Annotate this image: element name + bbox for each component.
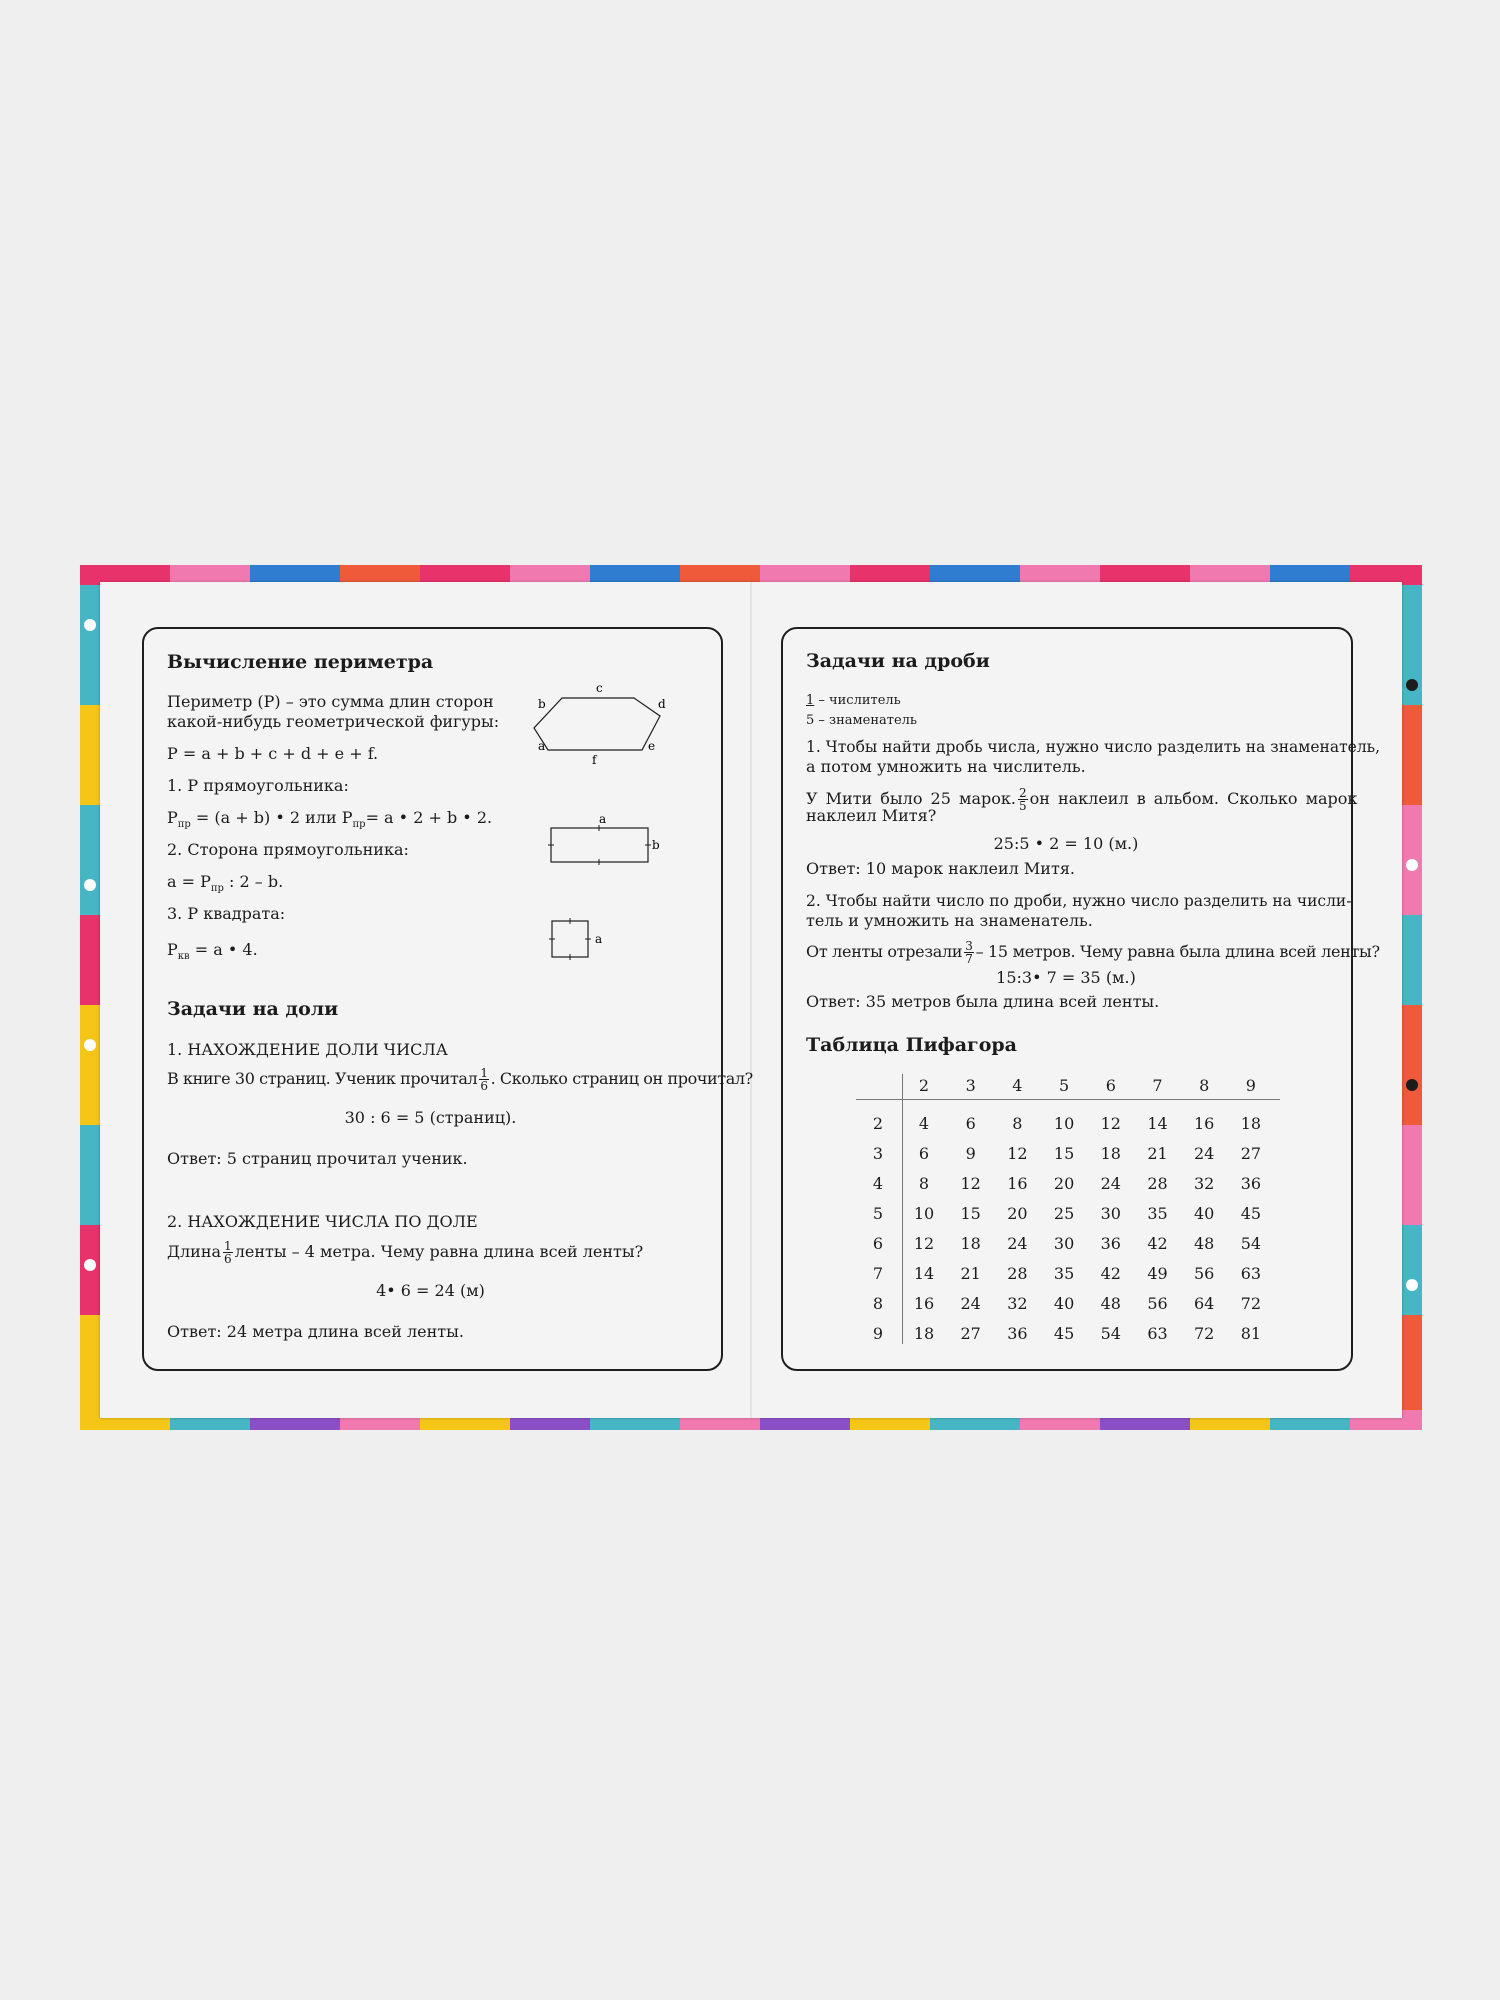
table-cell: 14 [1147, 1114, 1168, 1133]
shares-task1-answer: Ответ: 5 страниц прочитал ученик. [167, 1149, 468, 1168]
table-cell: 49 [1147, 1264, 1168, 1283]
table-cell: 10 [1053, 1114, 1075, 1133]
table-cell: 9 [965, 1144, 976, 1163]
hex-label-f: f [592, 753, 597, 767]
rect-label-a: a [599, 812, 607, 826]
hexagon-figure [530, 678, 670, 768]
fractions-task1-answer: Ответ: 10 марок наклеил Митя. [806, 859, 1075, 878]
hex-label-e: e [648, 739, 656, 753]
table-cell: 36 [1100, 1234, 1121, 1253]
table-cell: 56 [1147, 1294, 1168, 1313]
table-cell: 30 [1053, 1234, 1075, 1253]
table-cell: 18 [960, 1234, 981, 1253]
table-cell: 10 [913, 1204, 935, 1223]
table-row-label: 2 [872, 1114, 884, 1133]
table-cell: 24 [1194, 1144, 1215, 1163]
table-row-label: 9 [872, 1324, 884, 1343]
fraction-three-sevenths: $\frac{3}{7}$ [965, 939, 973, 966]
cat-eye-decoration [1406, 679, 1418, 691]
table-cell: 12 [1007, 1144, 1028, 1163]
table-cell: 35 [1053, 1264, 1075, 1283]
fractions-task1-line2: наклеил Митя? [806, 806, 937, 825]
fraction-two-fifths: $\frac{2}{5}$ [1018, 786, 1027, 813]
fractions-title: Задачи на дроби [806, 650, 990, 672]
cat-eye-decoration [1406, 1079, 1418, 1091]
shares-task2-text: Длина $\frac{1}{6}$ ленты – 4 метра. Чему равна длина всей ленты? [167, 1239, 644, 1266]
table-header-cell: 7 [1152, 1076, 1163, 1095]
cat-eye-decoration [84, 1039, 96, 1051]
perimeter-definition-line2: какой-нибудь геометрической фигуры: [167, 712, 500, 731]
hex-label-c: c [596, 681, 603, 695]
table-cell: 30 [1100, 1204, 1121, 1223]
table-cell: 45 [1240, 1204, 1262, 1223]
table-cell: 18 [1100, 1144, 1121, 1163]
table-cell: 6 [918, 1144, 930, 1163]
rectangle-side-heading: 2. Сторона прямоугольника: [167, 840, 409, 859]
square-perimeter-formula: $P_{кв} = a$ • 4. [167, 940, 258, 963]
rectangle-figure [545, 812, 665, 868]
pythagoras-table [850, 1070, 1280, 1350]
table-row-label: 5 [872, 1204, 884, 1223]
shares-task1-text: В книге 30 страниц. Ученик прочитал $\frac{1}{6}$ . Сколько страниц он прочитал? [167, 1066, 753, 1093]
table-cell: 24 [1007, 1234, 1028, 1253]
cat-eye-decoration [84, 619, 96, 631]
table-cell: 48 [1100, 1294, 1121, 1313]
hex-label-b: b [538, 697, 546, 711]
table-row-label: 6 [872, 1234, 884, 1253]
table-cell: 36 [1240, 1174, 1262, 1193]
perimeter-title: Вычисление периметра [167, 651, 434, 673]
table-cell: 72 [1194, 1324, 1215, 1343]
table-header-cell: 6 [1105, 1076, 1116, 1095]
table-header-cell: 3 [965, 1076, 976, 1095]
table-cell: 12 [960, 1174, 981, 1193]
denominator-definition: 5 – знаменатель [806, 713, 917, 728]
rectangle-perimeter-formula: $P_{пр} = (a + b)$ • 2 или $P_{пр}= a$ • 2 + b • 2. [167, 808, 493, 831]
table-cell: 45 [1053, 1324, 1075, 1343]
table-cell: 35 [1147, 1204, 1168, 1223]
shares-task2-answer: Ответ: 24 метра длина всей ленты. [167, 1322, 464, 1341]
table-cell: 4 [918, 1114, 930, 1133]
table-cell: 16 [913, 1294, 935, 1313]
table-cell: 48 [1194, 1234, 1215, 1253]
square-perimeter-heading: 3. P квадрата: [167, 904, 286, 923]
table-cell: 15 [960, 1204, 981, 1223]
numerator-definition: 1 – числитель [806, 693, 901, 708]
table-header-cell: 5 [1059, 1076, 1070, 1095]
table-cell: 18 [1240, 1114, 1262, 1133]
square-figure [548, 917, 608, 963]
table-cell: 54 [1240, 1234, 1262, 1253]
fractions-task2-answer: Ответ: 35 метров была длина всей ленты. [806, 992, 1160, 1011]
table-cell: 56 [1194, 1264, 1215, 1283]
table-cell: 72 [1240, 1294, 1262, 1313]
table-cell: 15 [1053, 1144, 1075, 1163]
table-cell: 32 [1007, 1294, 1028, 1313]
table-cell: 8 [918, 1174, 930, 1193]
table-cell: 40 [1053, 1294, 1075, 1313]
table-cell: 25 [1053, 1204, 1075, 1223]
table-header-cell: 2 [918, 1076, 930, 1095]
fractions-task1-calc: 25:5 • 2 = 10 (м.) [993, 834, 1139, 853]
cat-eye-decoration [84, 1259, 96, 1271]
perimeter-formula: P = a + b + c + d + e + f. [167, 744, 379, 763]
table-cell: 32 [1194, 1174, 1215, 1193]
pythagoras-title: Таблица Пифагора [806, 1034, 1017, 1056]
fractions-rule2-line1: 2. Чтобы найти число по дроби, нужно число разделить на числи- [806, 892, 1352, 910]
table-cell: 21 [960, 1264, 981, 1283]
rectangle-side-formula: $a = P_{пр}$ : 2 – b. [167, 872, 284, 895]
table-cell: 27 [1240, 1144, 1262, 1163]
table-cell: 20 [1053, 1174, 1075, 1193]
table-cell: 6 [965, 1114, 976, 1133]
table-header-cell: 4 [1012, 1076, 1023, 1095]
table-cell: 81 [1240, 1324, 1262, 1343]
table-header-cell: 9 [1245, 1076, 1256, 1095]
table-cell: 24 [1100, 1174, 1121, 1193]
shares-task2-calc: 4• 6 = 24 (м) [376, 1281, 485, 1300]
table-cell: 28 [1147, 1174, 1168, 1193]
book-spine [750, 582, 752, 1418]
shares-task1-heading: 1. НАХОЖДЕНИЕ ДОЛИ ЧИСЛА [167, 1040, 448, 1059]
shares-task1-calc: 30 : 6 = 5 (страниц). [344, 1108, 517, 1127]
perimeter-definition-line1: Периметр (P) – это сумма длин сторон [167, 692, 494, 711]
fractions-rule2-line2: тель и умножить на знаменатель. [806, 911, 1093, 930]
table-row-label: 4 [872, 1174, 884, 1193]
fractions-task2-text: От ленты отрезали $\frac{3}{7}$ – 15 метров. Чему равна была длина всей ленты? [806, 939, 1380, 966]
table-cell: 63 [1240, 1264, 1262, 1283]
shares-task2-heading: 2. НАХОЖДЕНИЕ ЧИСЛА ПО ДОЛЕ [167, 1212, 478, 1231]
rect-label-b: b [652, 838, 660, 852]
table-cell: 12 [1100, 1114, 1121, 1133]
table-row-label: 3 [872, 1144, 884, 1163]
table-header-cell: 8 [1199, 1076, 1210, 1095]
table-row-label: 7 [872, 1264, 884, 1283]
fractions-task1-text: У Мити было 25 марок. $\frac{2}{5}$ он наклеил в альбом. Сколько марок [806, 786, 1358, 813]
fraction-one-sixth: $\frac{1}{6}$ [480, 1066, 488, 1093]
pattern-left-strip [80, 585, 100, 1410]
table-cell: 42 [1147, 1234, 1168, 1253]
rectangle-perimeter-heading: 1. P прямоугольника: [167, 776, 349, 795]
square-label-a: a [595, 932, 603, 946]
table-cell: 16 [1194, 1114, 1215, 1133]
table-cell: 16 [1007, 1174, 1028, 1193]
table-cell: 14 [913, 1264, 935, 1283]
table-cell: 21 [1147, 1144, 1168, 1163]
table-cell: 42 [1100, 1264, 1121, 1283]
cat-eye-decoration [1406, 1279, 1418, 1291]
table-cell: 63 [1147, 1324, 1168, 1343]
table-cell: 40 [1194, 1204, 1215, 1223]
table-cell: 64 [1194, 1294, 1215, 1313]
table-cell: 12 [913, 1234, 935, 1253]
table-cell: 27 [960, 1324, 981, 1343]
table-cell: 54 [1100, 1324, 1121, 1343]
table-header-rule [856, 1099, 1280, 1100]
fractions-rule1-line2: а потом умножить на числитель. [806, 757, 1086, 776]
table-label-rule [902, 1074, 903, 1344]
cat-eye-decoration [1406, 859, 1418, 871]
shares-title: Задачи на доли [167, 998, 339, 1020]
table-row-label: 8 [872, 1294, 884, 1313]
table-cell: 18 [913, 1324, 935, 1343]
table-cell: 20 [1007, 1204, 1028, 1223]
fractions-task2-calc: 15:3• 7 = 35 (м.) [996, 968, 1136, 987]
table-cell: 28 [1007, 1264, 1028, 1283]
table-cell: 36 [1007, 1324, 1028, 1343]
table-cell: 24 [960, 1294, 981, 1313]
cat-eye-decoration [84, 879, 96, 891]
hex-label-a: a [538, 739, 546, 753]
hex-label-d: d [658, 697, 666, 711]
table-cell: 8 [1012, 1114, 1023, 1133]
fraction-one-sixth-2: $\frac{1}{6}$ [224, 1239, 232, 1266]
fractions-rule1-line1: 1. Чтобы найти дробь числа, нужно число разделить на знаменатель, [806, 738, 1381, 756]
